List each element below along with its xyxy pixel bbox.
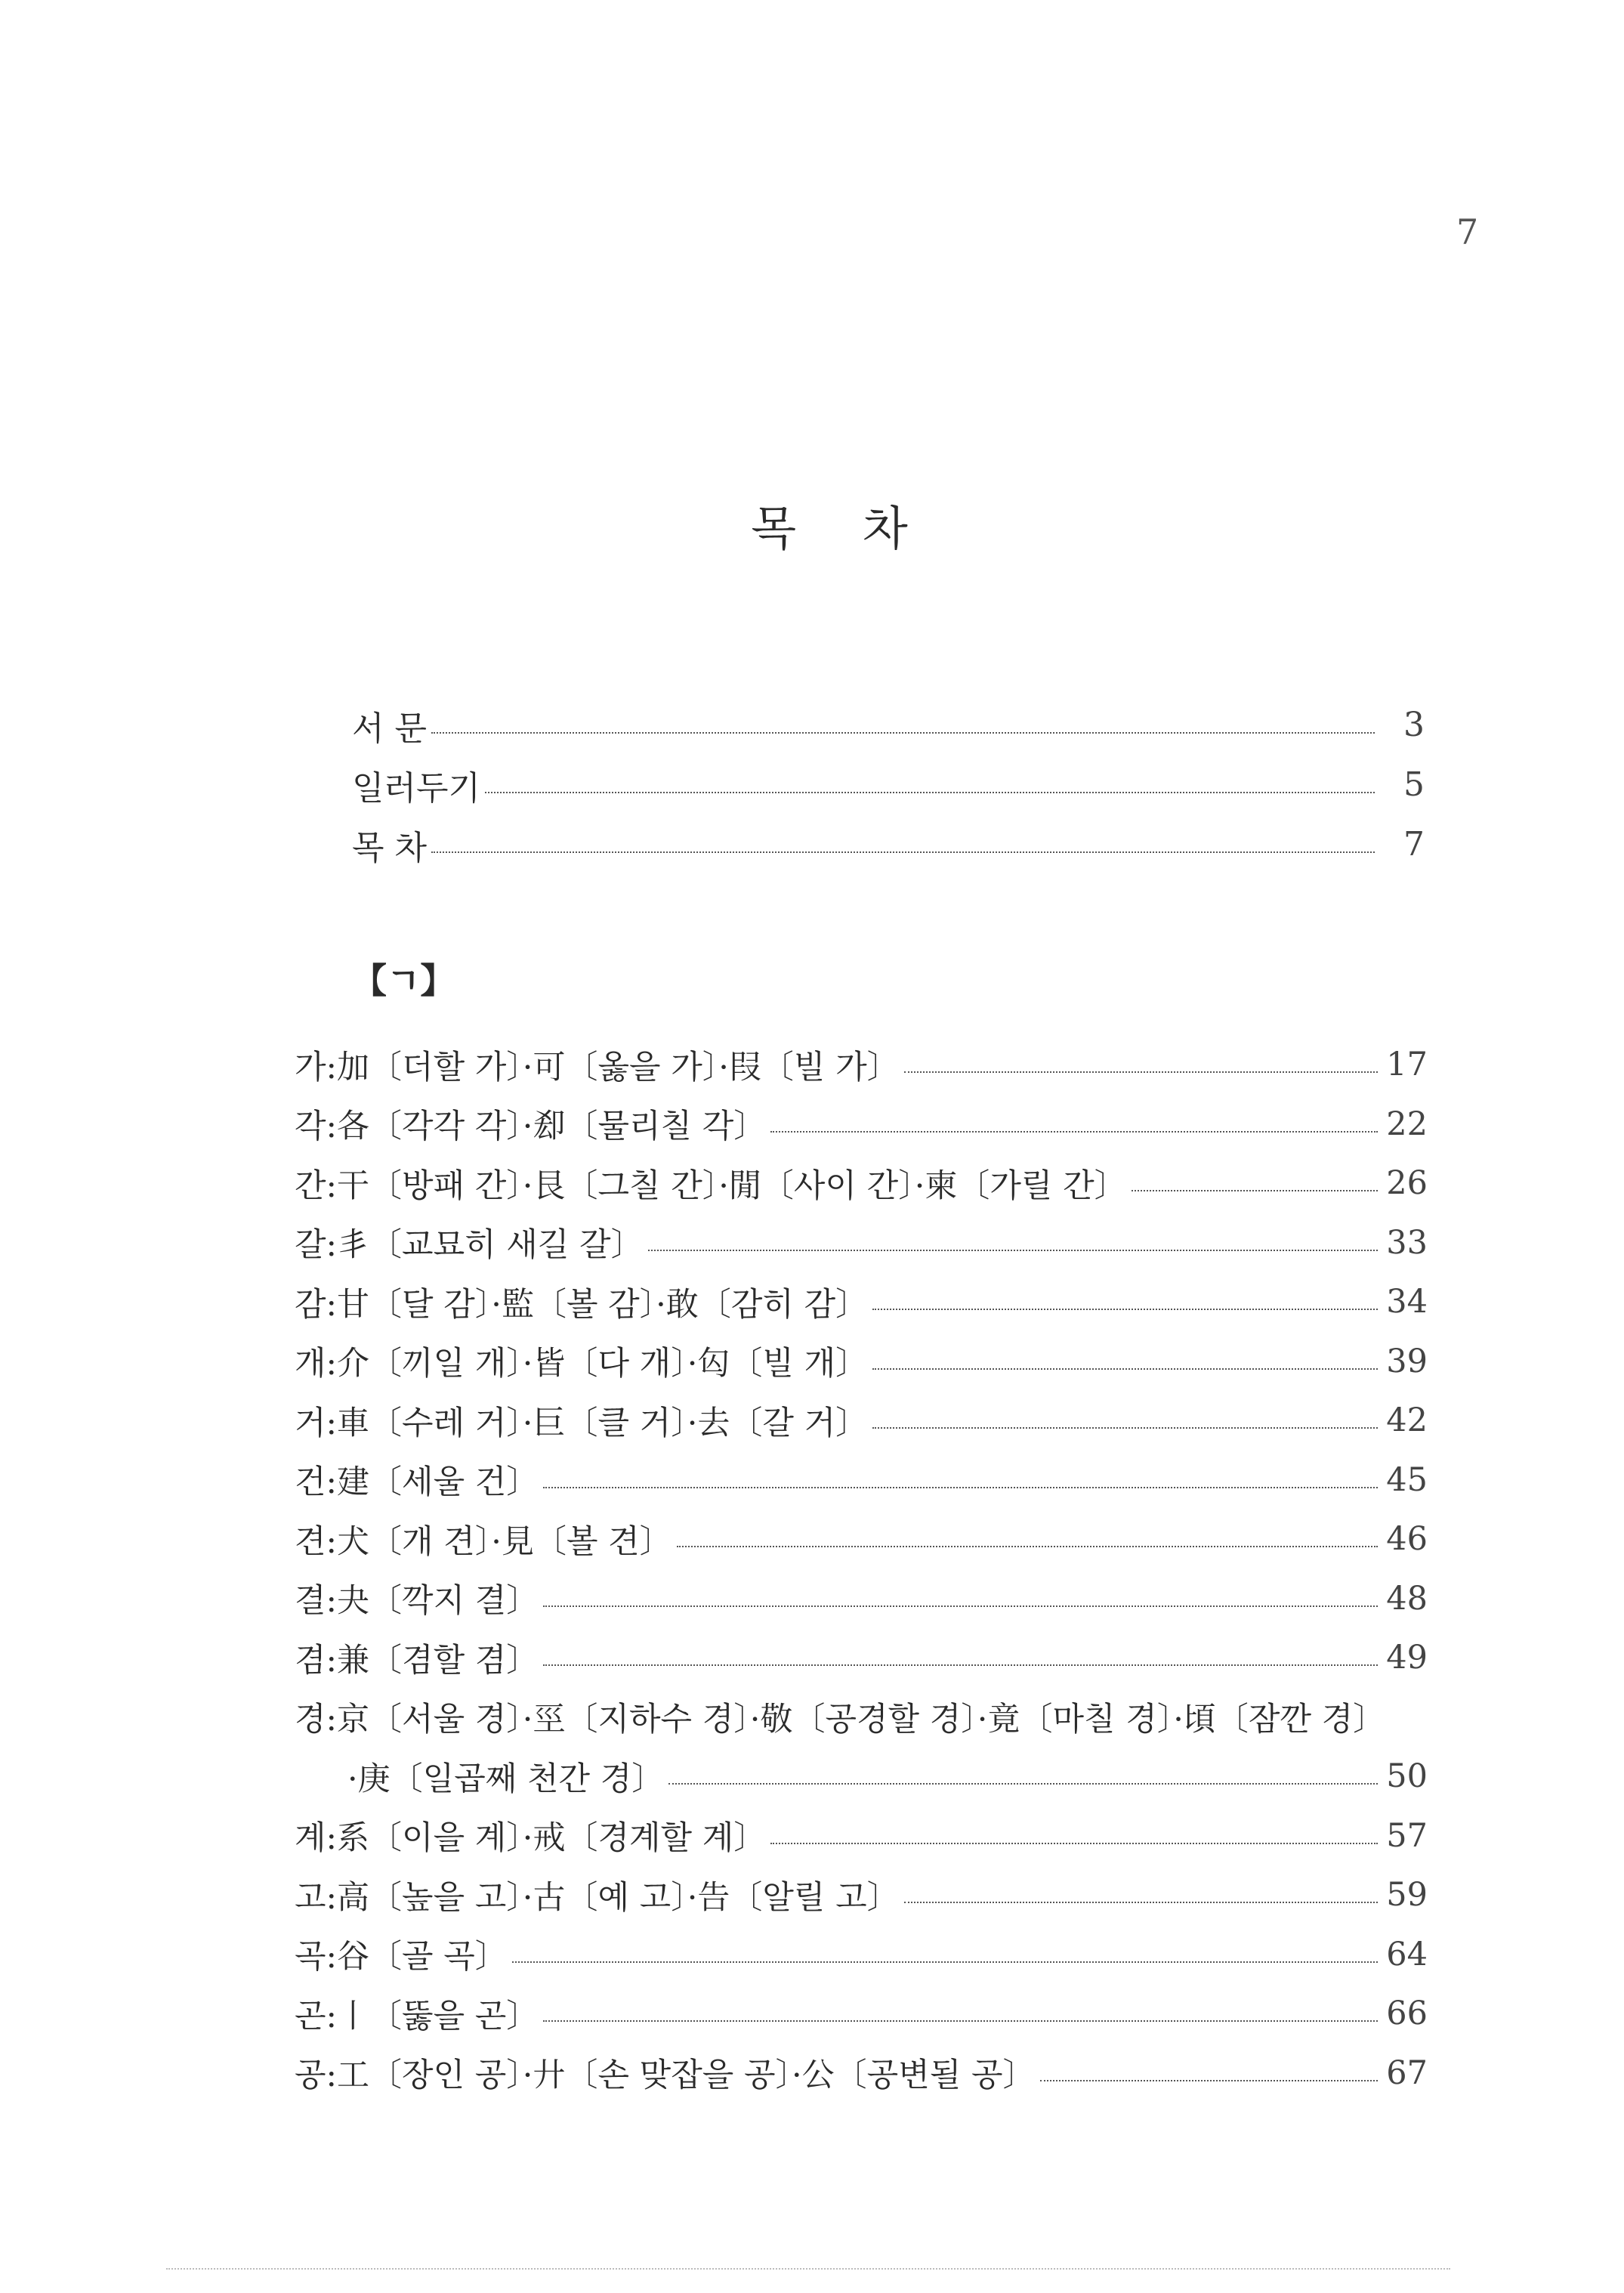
section-heading: 【ㄱ】 xyxy=(352,960,455,1001)
toc-entry-page: 33 xyxy=(1386,1223,1428,1262)
toc-entry-text: 경:京〔서울 경〕·巠〔지하수 경〕·敬〔공경할 경〕·竟〔마칠 경〕·頃〔잠깐 경〕 xyxy=(295,1701,1386,1739)
page-number: 7 xyxy=(1456,212,1479,252)
dot-leader xyxy=(431,732,1375,734)
dot-leader xyxy=(904,1902,1378,1903)
dot-leader xyxy=(431,851,1375,853)
dot-leader xyxy=(543,1664,1378,1666)
toc-entry[interactable] xyxy=(295,1925,1428,1985)
toc-entry-page: 39 xyxy=(1386,1342,1428,1380)
toc-entry-continued[interactable] xyxy=(295,1688,1428,1748)
toc-entry-label: 일러두기 xyxy=(352,768,481,808)
toc-entry-page: 22 xyxy=(1386,1105,1428,1143)
toc-entry[interactable] xyxy=(295,1213,1428,1273)
toc-entry-page: 57 xyxy=(1386,1816,1428,1855)
dot-leader xyxy=(872,1368,1378,1370)
dot-leader xyxy=(872,1309,1378,1310)
toc-entry-page: 26 xyxy=(1386,1164,1428,1203)
toc-entry-page: 64 xyxy=(1386,1935,1428,1973)
page-title: 목 차 xyxy=(751,501,934,556)
dot-leader xyxy=(904,1071,1378,1073)
toc-entry-page: 49 xyxy=(1386,1639,1428,1677)
toc-entry-text: 건:建〔세울 건〕 xyxy=(295,1463,539,1502)
toc-entry[interactable] xyxy=(295,1865,1428,1925)
dot-leader xyxy=(668,1783,1378,1785)
dot-leader xyxy=(543,1605,1378,1607)
dot-leader xyxy=(543,2020,1378,2022)
toc-entry-text: 간:干〔방패 간〕·艮〔그칠 간〕·閒〔사이 간〕·柬〔가릴 간〕 xyxy=(295,1167,1127,1205)
toc-entry-text: 계:系〔이을 계〕·戒〔경계할 계〕 xyxy=(295,1819,767,1858)
dot-leader xyxy=(485,792,1375,793)
toc-entry-page: 48 xyxy=(1386,1579,1428,1618)
front-matter-list xyxy=(352,695,1425,874)
toc-entry-text: 곡:谷〔골 곡〕 xyxy=(295,1938,508,1976)
toc-entry-text: 거:車〔수레 거〕·巨〔클 거〕·去〔갈 거〕 xyxy=(295,1404,869,1442)
dot-leader xyxy=(872,1427,1378,1429)
toc-entry-page: 17 xyxy=(1386,1046,1428,1084)
toc-entry[interactable] xyxy=(295,1095,1428,1154)
toc-entry-text: 개:介〔끼일 개〕·皆〔다 개〕·匃〔빌 개〕 xyxy=(295,1345,869,1383)
toc-entry-text: 각:各〔각각 각〕·㕁〔물리칠 각〕 xyxy=(295,1108,767,1146)
toc-entry-label: 목 차 xyxy=(352,828,427,867)
toc-entry-page: 3 xyxy=(1403,706,1425,744)
toc-entry[interactable] xyxy=(295,1510,1428,1569)
toc-entry-text: 갈:丯〔교묘히 새길 갈〕 xyxy=(295,1226,644,1265)
toc-entry-page: 59 xyxy=(1386,1876,1428,1914)
toc-entry-page: 50 xyxy=(1386,1757,1428,1796)
toc-entry-page: 7 xyxy=(1403,825,1425,864)
dot-leader xyxy=(677,1546,1378,1547)
toc-entry-text: 감:甘〔달 감〕·監〔볼 감〕·敢〔감히 감〕 xyxy=(295,1285,869,1324)
toc-entry-page: 5 xyxy=(1403,765,1425,804)
toc-entry-page: 66 xyxy=(1386,1995,1428,2033)
toc-entry-page: 46 xyxy=(1386,1520,1428,1559)
dot-leader xyxy=(1132,1190,1378,1191)
dot-leader xyxy=(512,1961,1378,1963)
dot-leader xyxy=(648,1250,1378,1251)
dot-leader xyxy=(1040,2080,1379,2081)
toc-entry-text: 고:高〔높을 고〕·古〔예 고〕·告〔알릴 고〕 xyxy=(295,1878,900,1917)
toc-entry[interactable] xyxy=(295,1154,1428,1213)
toc-entry[interactable] xyxy=(295,1272,1428,1332)
toc-entry-notes[interactable] xyxy=(352,755,1425,814)
toc-entry-text: 곤:丨〔뚫을 곤〕 xyxy=(295,1997,539,2035)
dot-leader xyxy=(770,1131,1378,1133)
toc-entry[interactable] xyxy=(295,1391,1428,1451)
dot-leader xyxy=(770,1843,1378,1844)
toc-entry-contents[interactable] xyxy=(352,814,1425,874)
toc-entry-text: 공:工〔장인 공〕·廾〔손 맞잡을 공〕·公〔공변될 공〕 xyxy=(295,2057,1036,2095)
toc-entry[interactable] xyxy=(295,1806,1428,1866)
toc-entry[interactable] xyxy=(295,1984,1428,2044)
toc-entry-page: 67 xyxy=(1386,2054,1428,2092)
dot-leader xyxy=(543,1487,1378,1488)
toc-entry[interactable] xyxy=(295,1451,1428,1510)
toc-entry-label: 서 문 xyxy=(352,709,427,748)
toc-entry[interactable] xyxy=(295,1035,1428,1095)
toc-entry-text: 견:犬〔개 견〕·見〔볼 견〕 xyxy=(295,1522,672,1561)
toc-entry-text: ·庚〔일곱째 천간 경〕 xyxy=(347,1760,665,1798)
toc-entry[interactable] xyxy=(295,1332,1428,1392)
toc-entry[interactable] xyxy=(295,1569,1428,1629)
toc-entry-page: 45 xyxy=(1386,1460,1428,1499)
toc-entry-text: 겸:兼〔겸할 겸〕 xyxy=(295,1641,539,1680)
toc-entry[interactable] xyxy=(295,1747,1428,1806)
toc-entry-text: 가:加〔더할 가〕·可〔옳을 가〕·叚〔빌 가〕 xyxy=(295,1048,900,1086)
toc-entry-page: 34 xyxy=(1386,1283,1428,1321)
entry-list xyxy=(295,1035,1428,2103)
toc-entry[interactable] xyxy=(295,2044,1428,2103)
toc-entry-text: 결:夬〔깍지 결〕 xyxy=(295,1582,539,1621)
scan-artifact-line xyxy=(166,2267,1450,2270)
toc-entry-preface[interactable] xyxy=(352,695,1425,755)
toc-entry[interactable] xyxy=(295,1628,1428,1688)
toc-entry-page: 42 xyxy=(1386,1401,1428,1440)
